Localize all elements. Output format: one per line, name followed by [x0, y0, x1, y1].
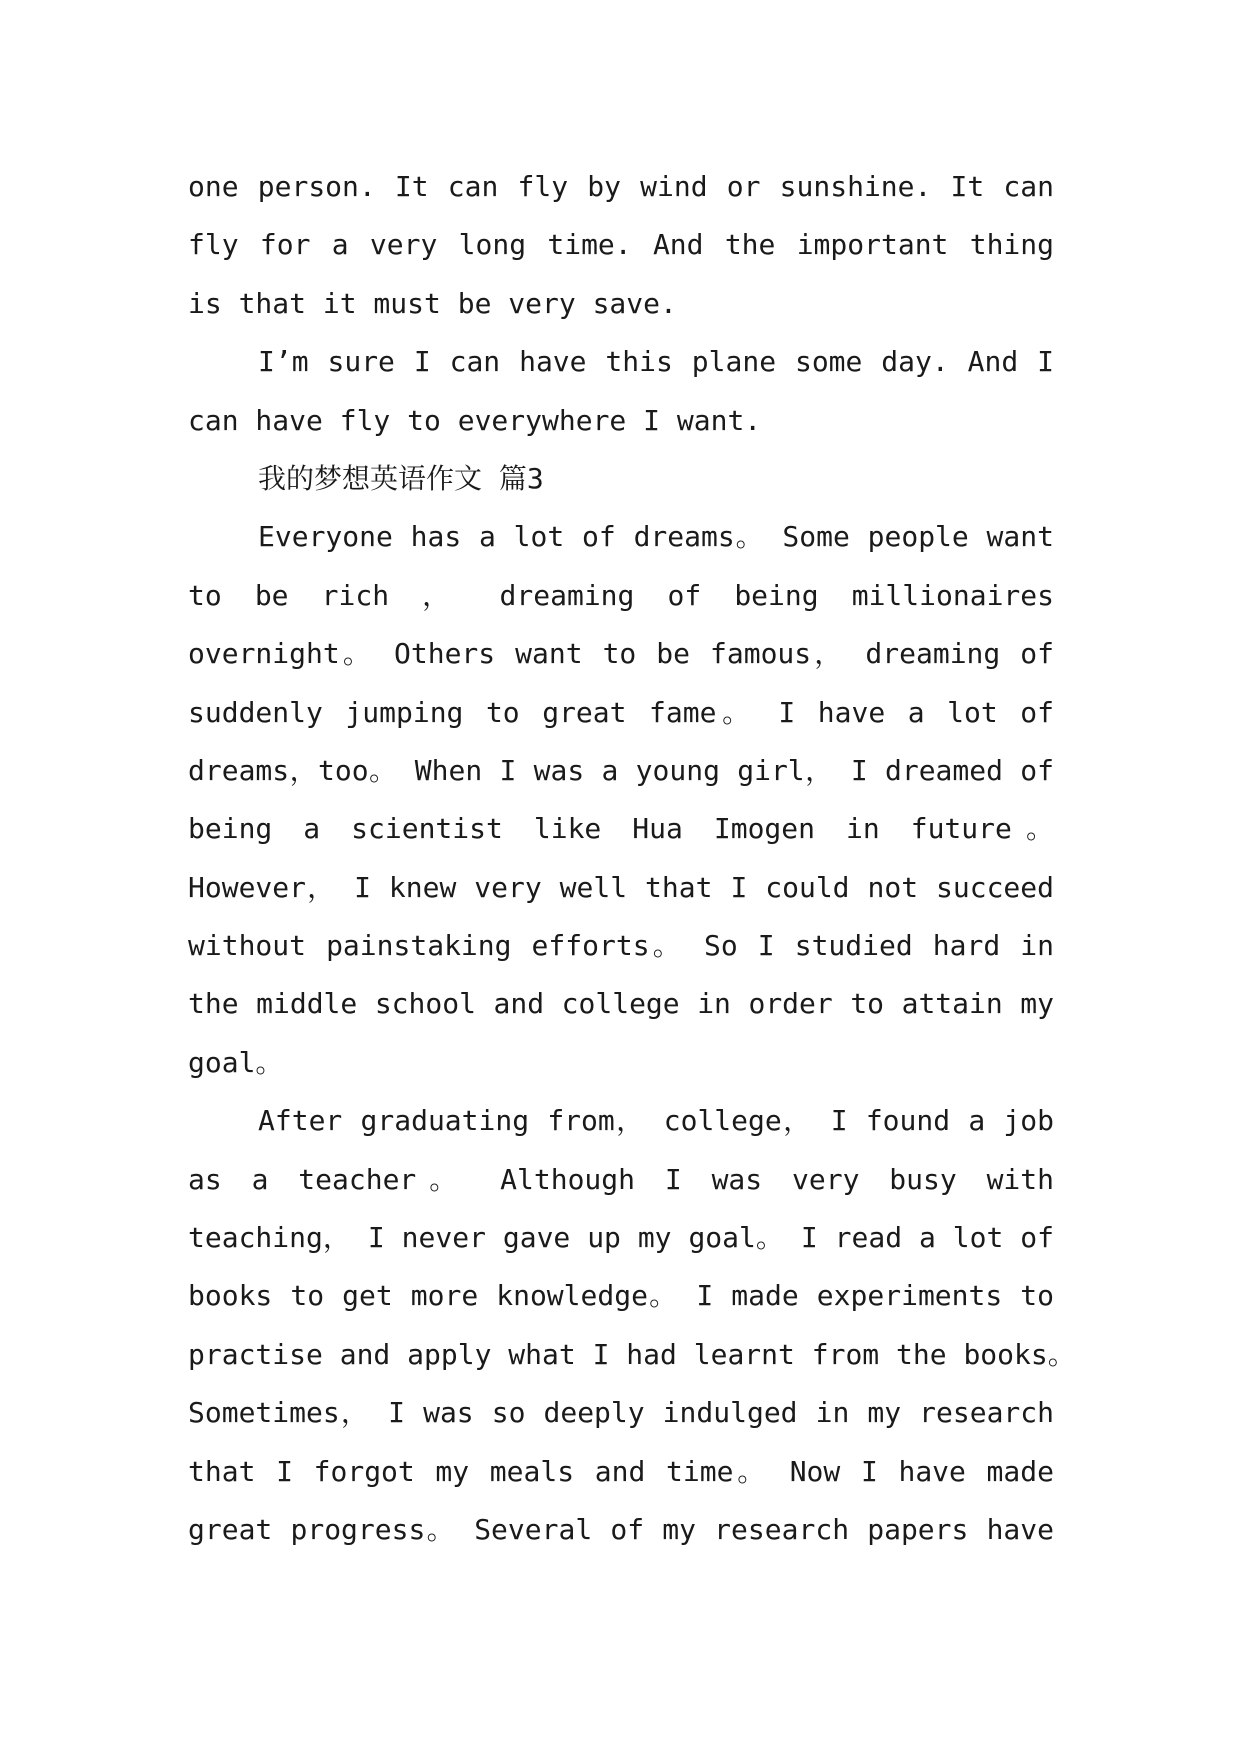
- paragraph-4: [188, 1092, 1076, 1559]
- text-line: being a scientist like Hua Imogen in future。: [188, 812, 1054, 846]
- text-line: to be rich ， dreaming of being millionaires: [188, 578, 1054, 612]
- heading-text: 我的梦想英语作文 篇3: [258, 461, 544, 495]
- text-line: Sometimes， I was so deeply indulged in my research: [188, 1396, 1054, 1430]
- paragraph-2: [188, 333, 1054, 450]
- text-line: one person. It can fly by wind or sunshine. It can: [188, 170, 1054, 203]
- text-line: teaching， I never gave up my goal。 I read a lot of: [188, 1221, 1054, 1255]
- paragraph-1: [188, 158, 1054, 333]
- text-line: books to get more knowledge。 I made experiments to: [188, 1279, 1054, 1313]
- text-line: overnight。 Others want to be famous， dreaming of: [188, 637, 1054, 671]
- text-line: can have fly to everywhere I want.: [188, 403, 762, 437]
- text-line: Everyone has a lot of dreams。 Some people want: [258, 520, 1054, 554]
- text-line: great progress。 Several of my research papers have: [188, 1512, 1054, 1546]
- text-line: fly for a very long time. And the important thing: [188, 228, 1054, 262]
- text-line: the middle school and college in order to attain my: [188, 987, 1054, 1021]
- text-line: as a teacher。 Although I was very busy with: [188, 1162, 1054, 1196]
- text-line: suddenly jumping to great fame。 I have a lot of: [188, 695, 1054, 729]
- text-line: that I forgot my meals and time。 Now I have made: [188, 1454, 1054, 1488]
- text-line: goal。: [188, 1045, 284, 1079]
- text-line: practise and apply what I had learnt from the books。: [188, 1337, 1076, 1371]
- text-line: After graduating from， college， I found a job: [258, 1104, 1054, 1138]
- paragraph-3: [188, 508, 1054, 1092]
- text-line: However， I knew very well that I could not succeed: [188, 870, 1054, 904]
- text-line: dreams，too。 When I was a young girl， I dreamed of: [188, 753, 1054, 787]
- text-line: without painstaking efforts。 So I studied hard in: [188, 929, 1054, 963]
- section-heading: [188, 450, 1054, 508]
- text-line: is that it must be very save.: [188, 286, 677, 320]
- essay-body: [188, 158, 1076, 1559]
- text-line: I’m sure I can have this plane some day. And I: [258, 345, 1054, 379]
